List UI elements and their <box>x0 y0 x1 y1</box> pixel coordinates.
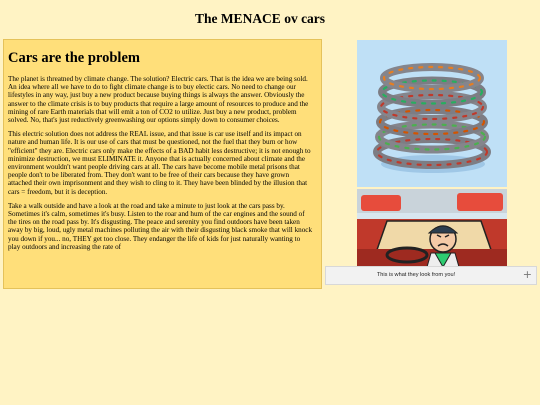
angry-driver-comic-image <box>357 189 507 267</box>
article-paragraph: This electric solution does not address the REAL issue, and that issue is car use itself and its impact on nature and human life. It is our use of cars that must be questioned, not the fuel that they burn or how "efficient" they are. Electric cars only make the effects of a BAD habit less destructive; it is not enough to minimize destruction, we must ELIMINATE it. Anyone that is actually concerned about climate and the environment wouldn't want people driving cars at all. The cars have become mobile metal prisons that people don't to be liberated from. They don't want to be free of their cars because they have grown attached their own imprisonment and they wish to cling to it. They have been blinded by the illusion that cars = freedom, but it is deception. <box>8 130 311 196</box>
article-paragraph: The planet is threatned by climate change. The solution? Electric cars. That is the idea we are being sold. An idea where all we have to do to fight climate change is to buy electic cars. No need to change our lifestyles in any way, just buy a new product because buying things is always the answer. Obviously the answer to the climate crisis is to buy products that require a large amount of resources to produce and the mining of rare Earth materials that will emit a ton of CO2 to utilize. Just buy a new product, problem solved. No, that's just reductively greenwashing our options simply down to consumer choices. <box>8 75 309 125</box>
article-paragraph: Take a walk outside and have a look at the road and take a minute to just look at the cars pass by. Sometimes it's calm, sometimes it's busy. Listen to the roar and hum of the car engines and the sound of the tires on the road pass by. It's disgusting. The peace and serenity you find outdoors have been taken away by big, loud, ugly metal machines polluting the air with their disgusting black smoke that will knock you down if you... no, THEY get too close. They endanger the life of kids for just naturally wanting to play outdoors and increasing the rate of <box>8 201 313 251</box>
article-heading: Cars are the problem <box>8 50 140 66</box>
media-column <box>357 40 507 267</box>
article-panel <box>3 39 322 289</box>
page-title: The MENACE ov cars <box>194 11 326 26</box>
expand-plus-icon[interactable]: + <box>522 268 532 281</box>
coiled-cars-image <box>357 40 507 187</box>
image-caption-bar <box>325 266 537 285</box>
image-caption: This is what they look from you! <box>376 272 456 278</box>
